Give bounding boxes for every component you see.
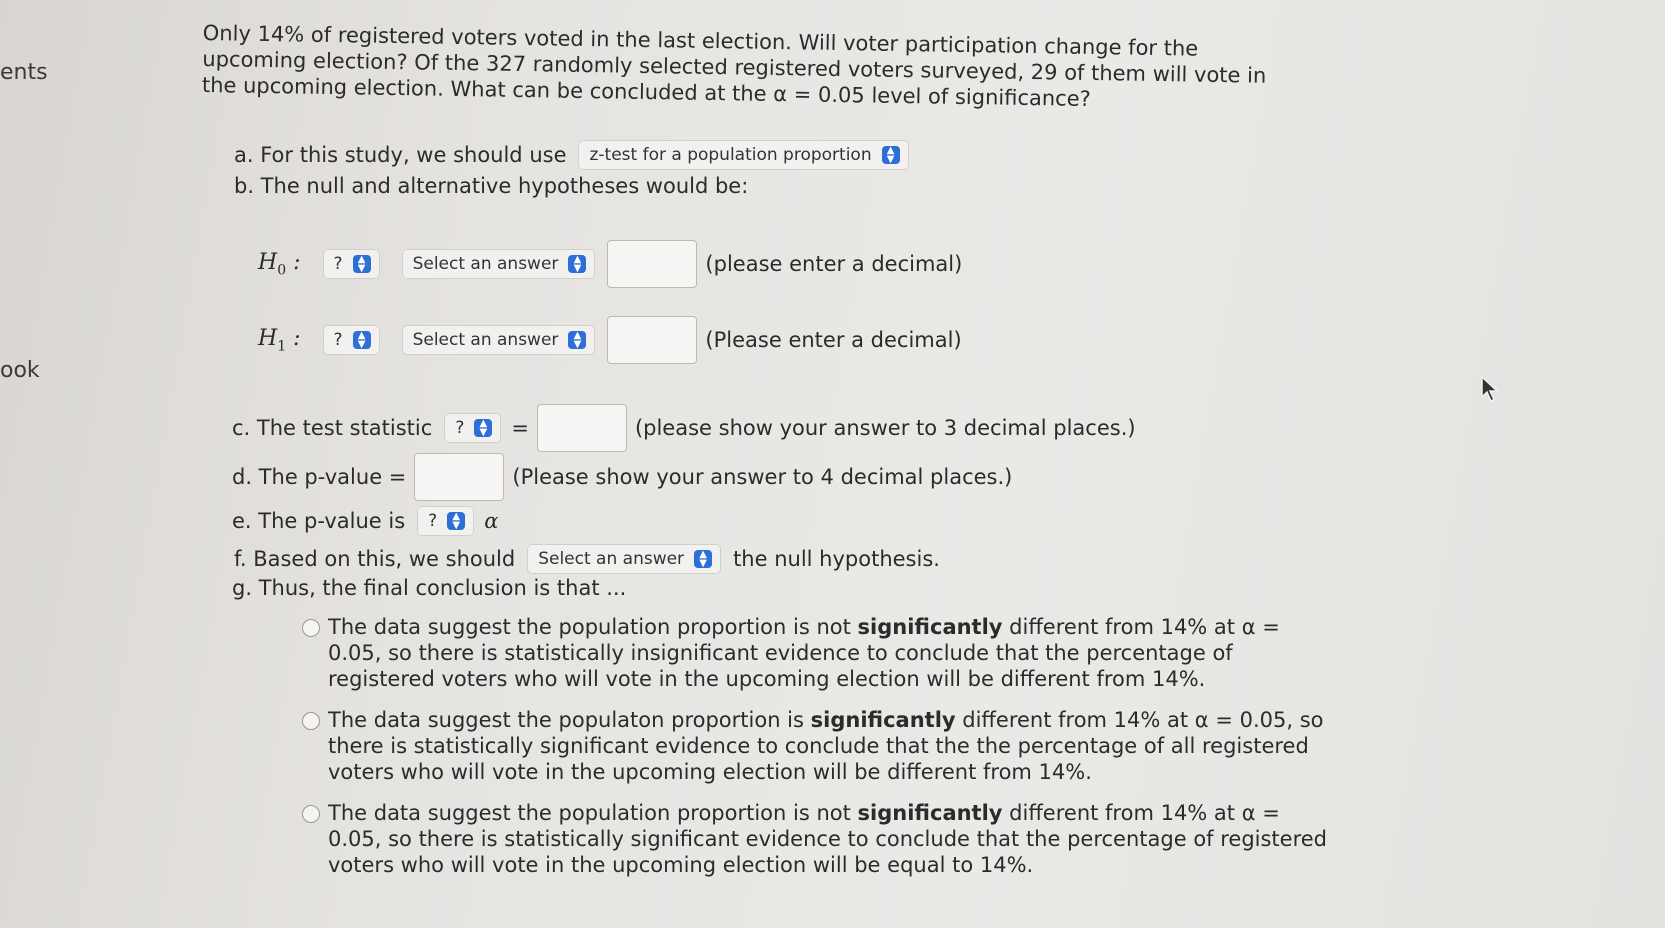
sidebar-item-contents[interactable]: ents (0, 60, 48, 85)
test-statistic-value: ? (455, 418, 465, 438)
alpha-symbol: α (484, 509, 499, 533)
option-bold: significantly (857, 615, 1003, 639)
h0-hint: (please enter a decimal) (705, 252, 963, 276)
h1-symbol: $H_1$ : (258, 325, 301, 355)
conclusion-option[interactable] (302, 707, 1338, 785)
radio-button[interactable] (302, 619, 320, 637)
part-d-row (232, 453, 1012, 501)
p-value-compare-select[interactable] (417, 506, 474, 536)
part-e-label: e. The p-value is (232, 509, 406, 533)
part-c-hint: (please show your answer to 3 decimal places.) (634, 416, 1136, 440)
radio-button[interactable] (302, 805, 320, 823)
h0-operator-select[interactable] (323, 249, 380, 279)
h1-operator-select[interactable] (323, 325, 380, 355)
option-text-end: different from 14% at α = 0.05, so there is statistically significant evidence to conclude that the the percentage of all registered voters who will vote in the upcoming election will be different from 14%. (328, 708, 1324, 784)
decision-value: Select an answer (538, 549, 685, 569)
chevron-updown-icon: ▲ ▼ (353, 331, 371, 349)
option-bold: significantly (810, 708, 956, 732)
question-text: Only 14% of registered voters voted in the last election. Will voter participation change for the upcoming election? Of the 327 randomly selected registered voters surveyed, 29 of them will vote in the upcoming election. What can be concluded at the α = 0.05 level of significance? (201, 20, 1267, 111)
chevron-updown-icon: ▲ ▼ (882, 146, 900, 164)
decision-select[interactable] (527, 544, 721, 574)
h0-row (258, 240, 962, 288)
test-type-value: z-test for a population proportion (589, 145, 872, 165)
option-text-end: different from 14% at α = 0.05, so there is statistically insignificant evidence to conclude that the percentage of registered voters who will vote in the upcoming election will be different from 14%. (328, 615, 1280, 691)
part-a-label: a. For this study, we should use (234, 143, 567, 167)
option-text-end: different from 14% at α = 0.05, so there is statistically significant evidence to conclude that the percentage of registered voters who will vote in the upcoming election will be equal to 14%. (328, 801, 1328, 877)
equals-sign: = (511, 416, 529, 440)
h1-value-input[interactable] (607, 316, 697, 364)
radio-button[interactable] (302, 712, 320, 730)
h0-answer-select[interactable] (402, 249, 596, 279)
part-f-label: f. Based on this, we should (234, 547, 516, 571)
chevron-updown-icon: ▲ ▼ (353, 255, 371, 273)
chevron-updown-icon: ▲ ▼ (568, 255, 586, 273)
option-text-start: The data suggest the population proportion is not (328, 615, 858, 639)
part-c-label: c. The test statistic (232, 416, 433, 440)
chevron-updown-icon: ▲ ▼ (447, 512, 465, 530)
part-d-hint: (Please show your answer to 4 decimal places.) (512, 465, 1013, 489)
chevron-updown-icon: ▲ ▼ (568, 331, 586, 349)
part-g-row (232, 576, 626, 600)
conclusion-option[interactable] (302, 614, 1338, 692)
mouse-cursor-icon (1480, 375, 1500, 403)
test-statistic-select[interactable] (444, 413, 501, 443)
h0-operator-value: ? (333, 254, 343, 274)
h1-answer-value: Select an answer (412, 330, 559, 350)
h0-answer-value: Select an answer (412, 254, 559, 274)
test-statistic-input[interactable] (537, 404, 627, 452)
p-value-input[interactable] (414, 453, 504, 501)
h1-answer-select[interactable] (402, 325, 596, 355)
part-a-row (234, 140, 909, 170)
option-text-start: The data suggest the population proportion is not (328, 801, 858, 825)
part-f-suffix: the null hypothesis. (733, 547, 940, 571)
test-type-select[interactable] (578, 140, 908, 170)
part-c-row (232, 404, 1136, 452)
conclusion-option[interactable] (302, 800, 1338, 878)
h0-value-input[interactable] (607, 240, 697, 288)
part-g-label: g. Thus, the final conclusion is that ... (232, 576, 627, 600)
part-f-row (234, 544, 940, 574)
option-bold: significantly (857, 801, 1003, 825)
part-b-row (234, 174, 748, 198)
h0-symbol: $H_0$ : (258, 249, 301, 279)
h1-hint: (Please enter a decimal) (705, 328, 962, 352)
part-e-row (232, 506, 498, 536)
p-value-compare-value: ? (428, 511, 438, 531)
part-b-label: b. The null and alternative hypotheses would be: (234, 174, 749, 198)
chevron-updown-icon: ▲ ▼ (694, 550, 712, 568)
option-text-start: The data suggest the populaton proportion is (328, 708, 811, 732)
h1-row (258, 316, 962, 364)
sidebar-item-book[interactable]: ook (0, 358, 40, 383)
chevron-updown-icon: ▲ ▼ (474, 419, 492, 437)
h1-operator-value: ? (333, 330, 343, 350)
part-d-label: d. The p-value = (232, 465, 407, 489)
